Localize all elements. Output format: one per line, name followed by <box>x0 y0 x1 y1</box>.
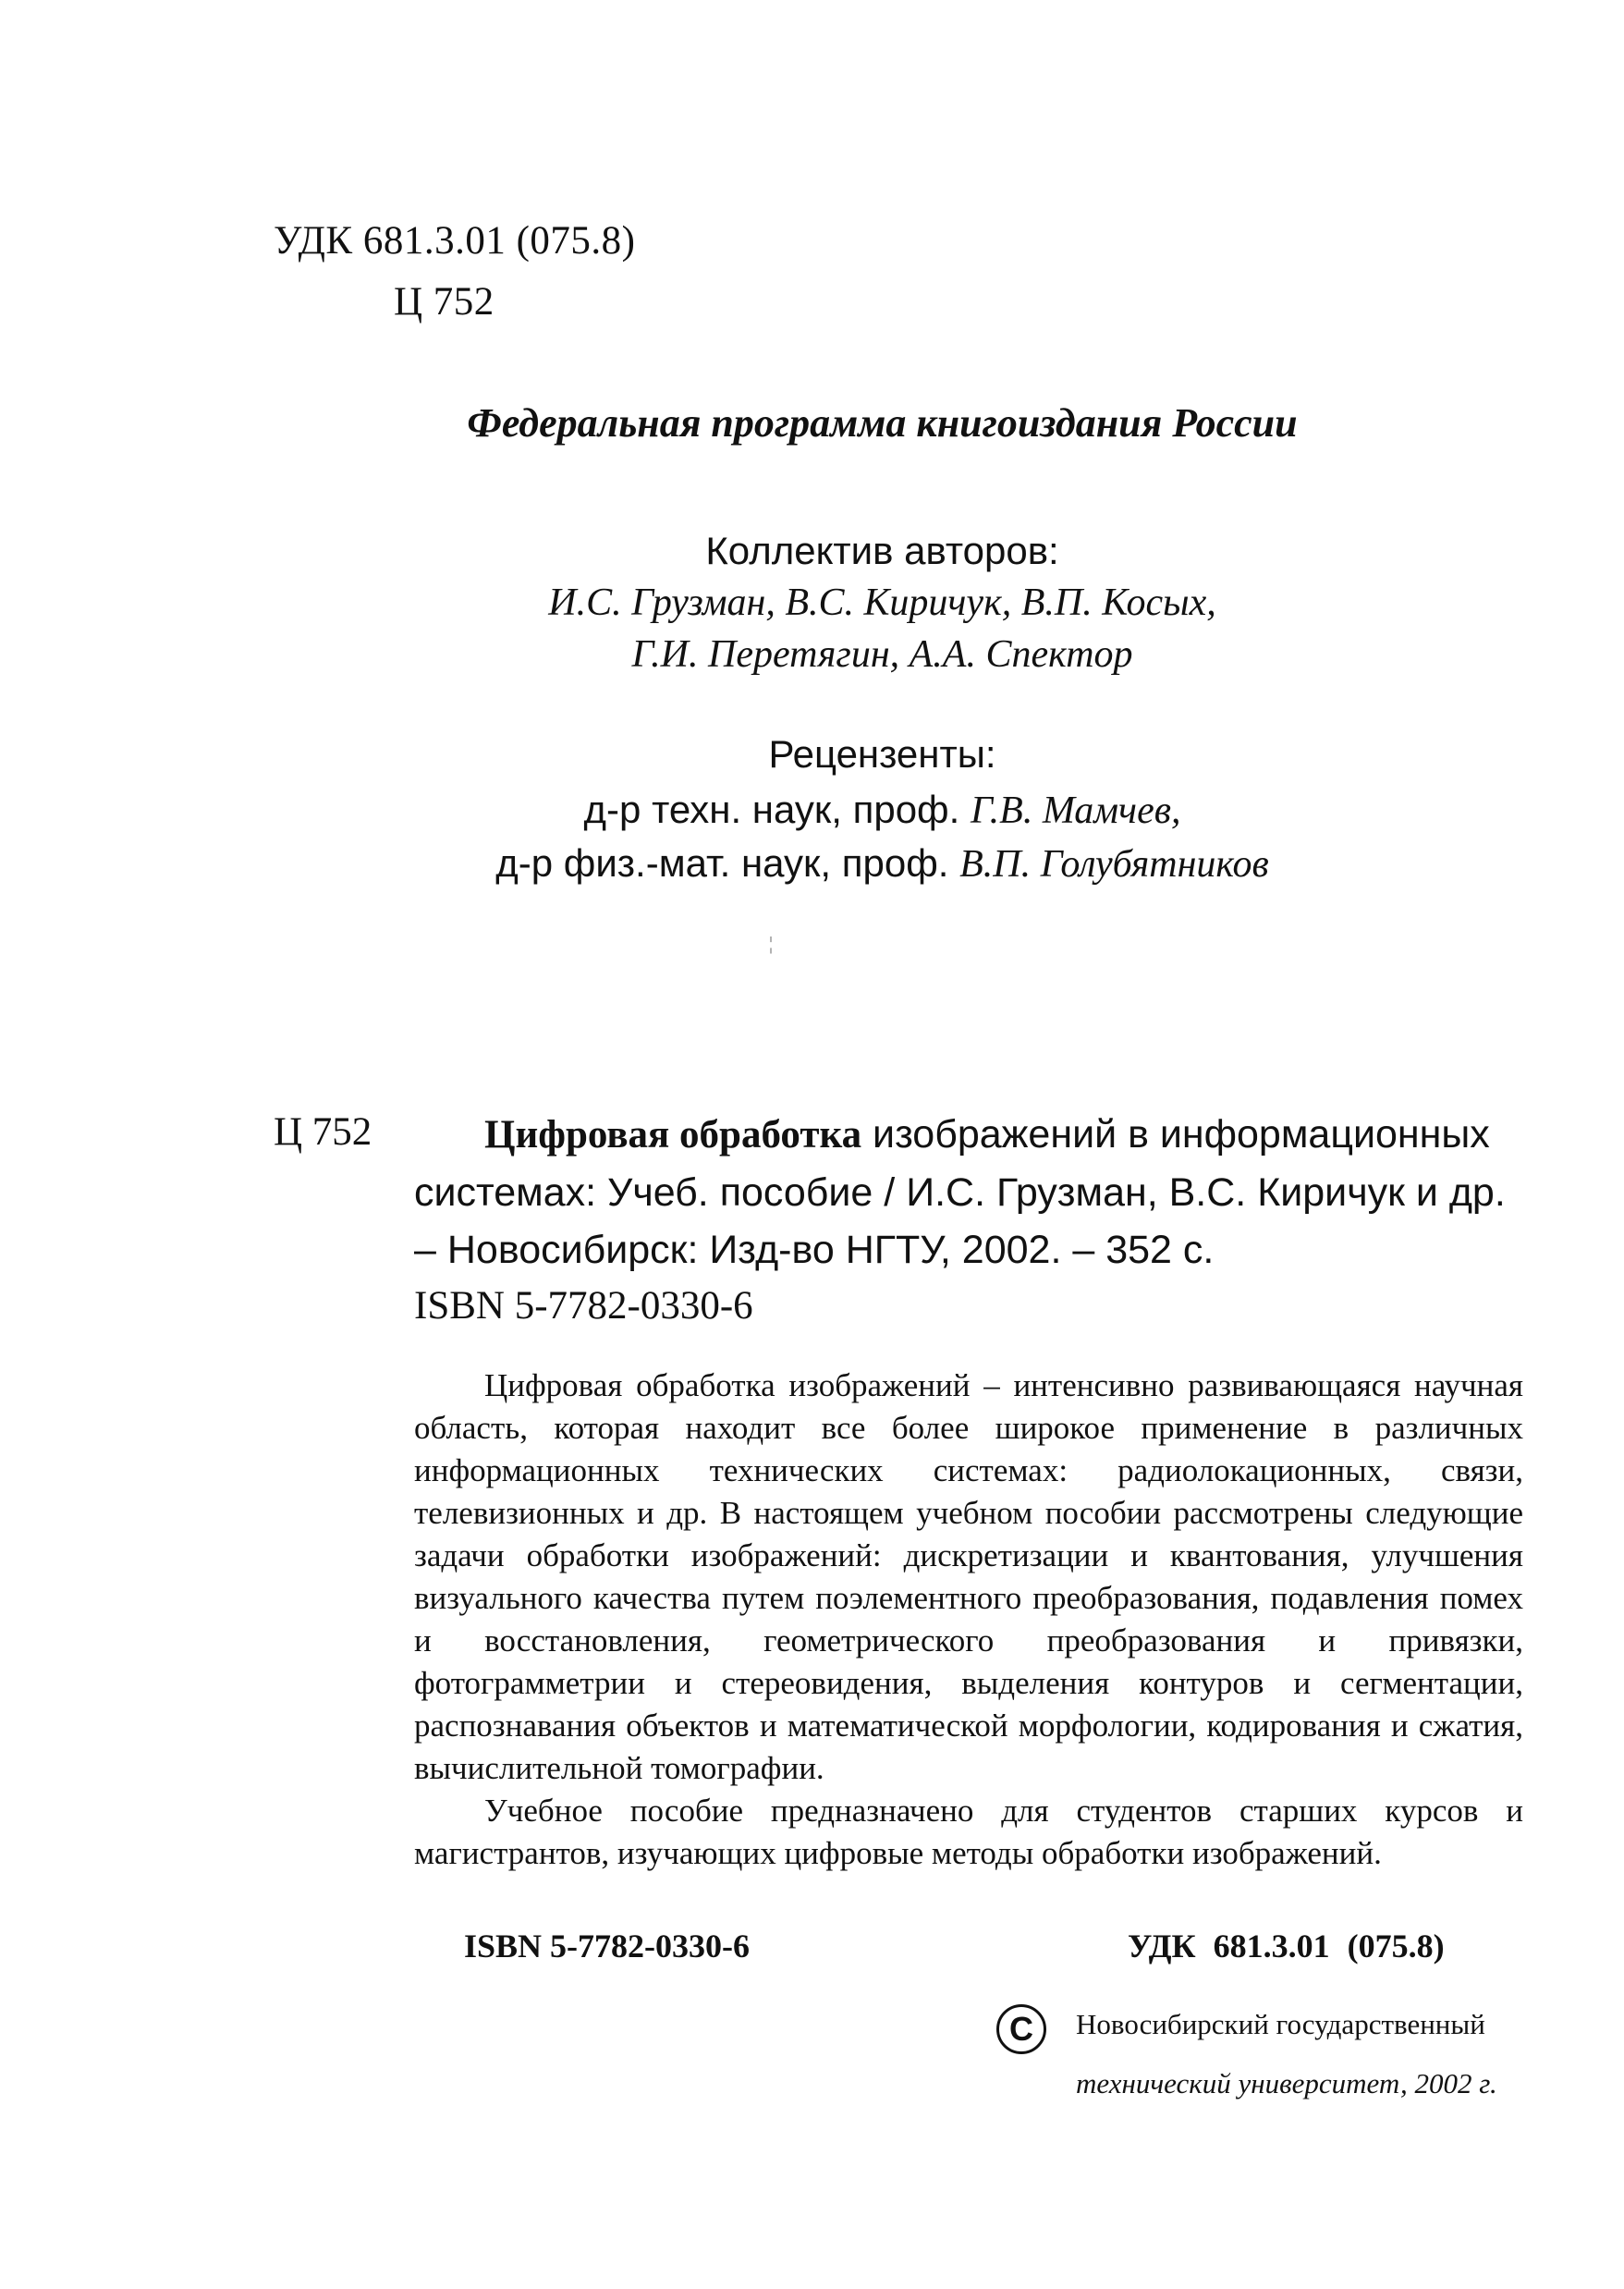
reviewer-2 <box>0 841 1624 887</box>
copyright-icon: C <box>996 2004 1046 2054</box>
entry-description: изображений в информационных системах: Учеб. пособие / И.С. Грузман, В.С. Киричук и др. – Новосибирск: Изд-во НГТУ, 2002. – 352 с. <box>414 1112 1506 1272</box>
reviewer-1-degree: д-р техн. наук, проф. <box>583 788 960 831</box>
program-title: Федеральная программа книгоиздания России <box>467 400 1298 446</box>
reviewer-2-degree: д-р физ.-мат. наук, проф. <box>495 841 949 885</box>
abstract-paragraph-2: Учебное пособие предназначено для студентов старших курсов и магистрантов, изучающих цифровые методы обработки изображений. <box>414 1793 1523 1871</box>
footer-isbn: ISBN 5-7782-0330-6 <box>464 1928 751 1965</box>
reviewer-1-name: Г.В. Мамчев, <box>970 790 1181 832</box>
udk-code: УДК 681.3.01 (075.8) <box>274 219 636 263</box>
copyright-holder-line-1: Новосибирский государственный <box>1076 2008 1485 2040</box>
entry-code: Ц 752 <box>274 1110 372 1154</box>
bibliographic-entry <box>414 1106 1523 1279</box>
reviewer-2-name: В.П. Голубятников <box>959 843 1269 886</box>
abstract-paragraph-1: Цифровая обработка изображений – интенсивно развивающаяся научная область, которая находит все более широкое применение в различных информационных технических системах: радиолокационных, связи, телевизионных и др. В настоящем учебном пособии рассмотрены следующие задачи обработки изображений: дискретизации и квантования, улучшения визуального качества путем поэлементного преобразования, подавления помех и восстановления, геометрического преобразования и привязки, фотограмметрии и стереовидения, выделения контуров и сегментации, распознавания объектов и математической морфологии, кодирования и сжатия, вычислительной томографии. <box>414 1367 1523 1786</box>
entry-title: Цифровая обработка <box>484 1113 862 1157</box>
authors-line-1: И.С. Грузман, В.С. Киричук, В.П. Косых, <box>548 581 1216 624</box>
reviewer-1 <box>0 788 1624 833</box>
book-code: Ц 752 <box>394 280 495 324</box>
footer-udk: УДК 681.3.01 (075.8) <box>1128 1928 1445 1965</box>
authors-line-2: Г.И. Перетягин, А.А. Спектор <box>631 633 1133 676</box>
isbn: ISBN 5-7782-0330-6 <box>414 1284 753 1328</box>
scan-mark: ¦ <box>769 934 774 954</box>
abstract <box>414 1365 1523 1875</box>
reviewers-label: Рецензенты: <box>768 732 996 776</box>
udk-header <box>274 211 636 333</box>
copyright-holder-line-2: технический университет, 2002 г. <box>1076 2067 1497 2099</box>
authors-label: Коллектив авторов: <box>705 529 1059 572</box>
